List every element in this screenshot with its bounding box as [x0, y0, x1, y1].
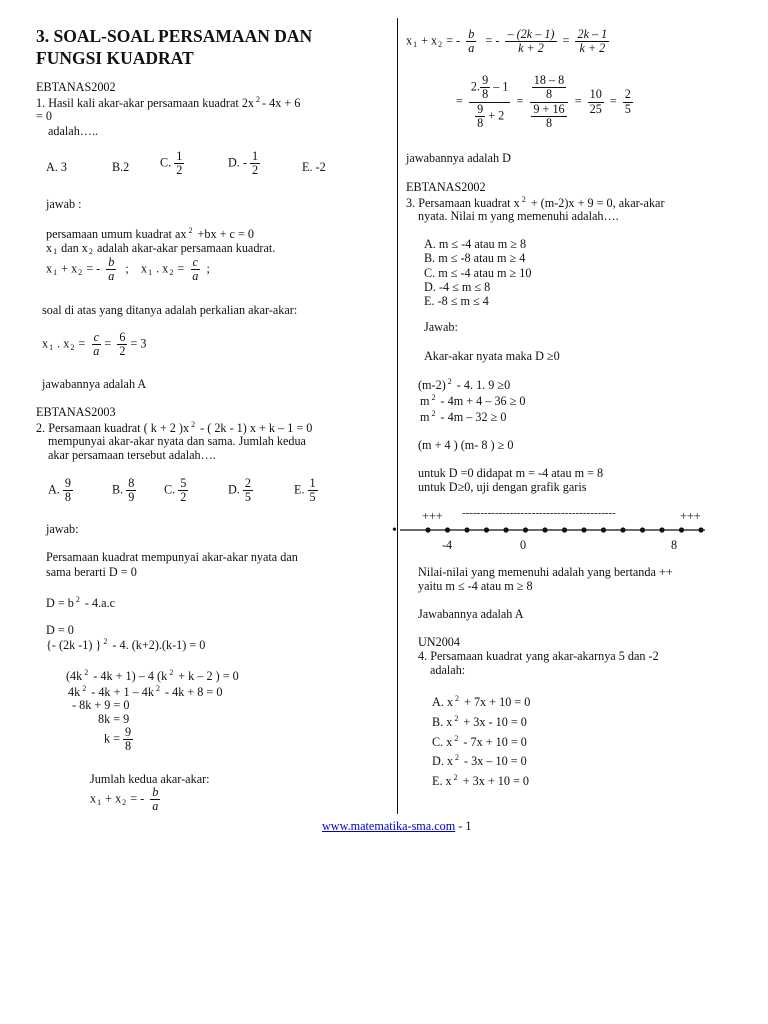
- q3-text-b: + (m-2)x + 9 = 0, akar-akar: [527, 196, 665, 210]
- number-line-dot: [562, 527, 567, 532]
- question-2-line-2: mempunyai akar-akar nyata dan sama. Jumlah kedua: [48, 434, 306, 448]
- var-x: x: [162, 261, 169, 276]
- fraction-denominator: 9: [128, 490, 135, 505]
- subscript: 2: [70, 342, 75, 352]
- page-title: [36, 26, 312, 70]
- question-3-line-2: nyata. Nilai m yang memenuhi adalah….: [418, 209, 619, 223]
- fraction-numerator: 2k – 1: [577, 27, 608, 41]
- number-line-dot: [445, 527, 450, 532]
- explanation-line-1: Persamaan kuadrat mempunyai akar-akar nyata dan: [46, 550, 298, 564]
- dashed-region: ------------------------------------------: [462, 507, 616, 519]
- fraction-numerator: 10: [589, 87, 602, 102]
- opt-suffix: + 3x - 10 = 0: [460, 714, 527, 729]
- exponent: 2: [521, 195, 526, 204]
- expansion-line-1: [66, 668, 239, 683]
- equals: =: [562, 33, 570, 48]
- fraction-numerator: b: [468, 27, 475, 41]
- opt-suffix: + 7x + 10 = 0: [461, 695, 531, 709]
- var-x: x: [46, 261, 53, 276]
- expansion-line-2: [68, 684, 222, 699]
- q2-option-d-label: D.: [228, 482, 240, 497]
- plus-sign-left: +++: [422, 509, 443, 523]
- equals: =: [456, 94, 463, 109]
- subscript: 1: [53, 247, 58, 256]
- var-x: x: [42, 336, 49, 351]
- opt-prefix: E. x: [432, 774, 452, 789]
- subscript: 1: [53, 267, 58, 277]
- w2-b: - 4m + 4 – 36 ≥ 0: [437, 394, 526, 408]
- subscript: 2: [78, 267, 83, 277]
- tick-label-0: 0: [520, 538, 527, 552]
- sum-roots-label: Jumlah kedua akar-akar:: [90, 772, 210, 786]
- opt-suffix: - 7x + 10 = 0: [460, 734, 527, 749]
- q2-option-c: [164, 477, 191, 505]
- disc-b: - 4.a.c: [81, 596, 116, 610]
- question-1-line-3: adalah…..: [48, 124, 99, 138]
- plus-x: + x: [418, 33, 438, 48]
- q1-option-b: B.2: [112, 160, 130, 174]
- number-line-dot: [620, 527, 625, 532]
- q1-option-d: [228, 150, 263, 178]
- disc-sub-b: - 4. (k+2).(k-1) = 0: [109, 638, 206, 652]
- opt-prefix: B. x: [432, 714, 453, 729]
- title-line-1: 3. SOAL-SOAL PERSAMAAN DAN: [36, 26, 313, 46]
- sum-roots-continued: [406, 28, 612, 56]
- number-line-dot: [425, 527, 430, 532]
- q4-option-b: [432, 711, 530, 731]
- fraction-numerator: 9 + 16: [533, 101, 565, 116]
- fraction-denominator: 8: [545, 87, 553, 102]
- general-form-line: [46, 226, 254, 241]
- question-4-line-2: adalah:: [430, 663, 466, 677]
- q4-options: [432, 691, 530, 790]
- footer: [322, 819, 471, 833]
- roots-definition-line: [46, 241, 275, 256]
- compound-fraction-line: [456, 74, 636, 131]
- equals-minus: = -: [86, 261, 101, 276]
- exponent: 2: [169, 668, 174, 677]
- margin-dot: •: [392, 523, 397, 538]
- expansion-line-3: - 8k + 9 = 0: [72, 698, 130, 712]
- exponent: 2: [103, 637, 108, 646]
- number-line-dot: [581, 527, 586, 532]
- fraction-numerator: 9: [482, 73, 489, 87]
- text-dan: dan x: [58, 241, 88, 255]
- question-2-line-1: [36, 420, 312, 435]
- subscript: 2: [88, 247, 93, 256]
- q2-option-e: [294, 477, 321, 505]
- compound-denominator-2: [529, 103, 568, 131]
- q4-option-d: [432, 750, 530, 770]
- q2-option-b: [112, 477, 139, 505]
- q3-option-c: C. m ≤ -4 atau m ≥ 10: [424, 265, 532, 280]
- q1-option-d-label: D. -: [228, 155, 247, 170]
- exp2-a: 4k: [68, 685, 81, 699]
- fraction-denominator: a: [108, 269, 115, 284]
- fraction-numerator: 2: [624, 87, 631, 102]
- subscript: 2: [438, 39, 443, 49]
- equals: =: [104, 336, 112, 351]
- subscript: 1: [148, 267, 153, 277]
- number-line-dot: [601, 527, 606, 532]
- fraction-denominator: 2: [119, 344, 126, 359]
- jawab-label-3: Jawab:: [424, 320, 458, 334]
- exponent: 2: [447, 377, 452, 386]
- q2-option-c-label: C.: [164, 482, 176, 497]
- fraction-numerator: 1: [309, 476, 316, 490]
- fraction-denominator: 25: [589, 101, 602, 116]
- exponent: 2: [453, 773, 458, 783]
- fraction-denominator: k + 2: [518, 41, 544, 56]
- fraction-numerator: b: [152, 785, 159, 799]
- var-x: x: [141, 261, 148, 276]
- exponent: 2: [256, 95, 261, 104]
- fraction-numerator: 1: [251, 149, 259, 163]
- exponent: 2: [191, 420, 196, 429]
- q2-text-b: - ( 2k - 1) x + k – 1 = 0: [197, 421, 313, 435]
- number-line-dot: [698, 527, 703, 532]
- w2-a: m: [420, 394, 430, 408]
- q3-option-d: D. -4 ≤ m ≤ 8: [424, 279, 491, 294]
- fraction-numerator: c: [192, 255, 199, 269]
- source-label-1: EBTANAS2002: [36, 80, 116, 94]
- subscript: 2: [169, 267, 174, 277]
- explanation-line-2: sama berarti D = 0: [46, 565, 137, 579]
- exponent: 2: [431, 393, 436, 402]
- source-label-3: EBTANAS2002: [406, 180, 486, 194]
- fraction-numerator: 2: [244, 476, 251, 490]
- fraction-numerator: b: [108, 255, 115, 269]
- answer-2: jawabannya adalah D: [406, 151, 511, 165]
- fraction-numerator: 9: [125, 725, 132, 739]
- plus-sign-right: +++: [680, 509, 701, 523]
- fraction-denominator: k + 2: [579, 41, 606, 56]
- work-line-3: [420, 409, 506, 424]
- fraction-numerator: 8: [128, 476, 135, 490]
- tick-label-minus4: -4: [442, 538, 453, 552]
- number-line-dot: [523, 527, 528, 532]
- w3-a: m: [420, 410, 430, 424]
- equals: =: [78, 336, 86, 351]
- text-akar: adalah akar-akar persamaan kuadrat.: [93, 241, 276, 255]
- fraction-numerator: 6: [119, 330, 126, 344]
- fraction-numerator: 5: [180, 476, 187, 490]
- opt-prefix: A. x: [432, 695, 453, 709]
- equals: =: [516, 94, 524, 109]
- question-1-line-2: = 0: [36, 109, 53, 123]
- compound-numerator-2: [530, 74, 568, 103]
- var-x: x: [90, 791, 97, 806]
- vieta-formulas-line: $x_1 + x_2$ = - $\frac{b}{a}$ ; $x_1$ . $x_2$ = $\frac{c}{a}$ ;: [46, 255, 210, 284]
- question-4-line-1: 4. Persamaan kuadrat yang akar-akarnya 5 dan -2: [418, 649, 659, 663]
- number-line-dot: [659, 527, 664, 532]
- q2-option-b-label: B.: [112, 482, 124, 497]
- var-x: x: [115, 791, 122, 806]
- num-prefix: 2.: [470, 79, 481, 94]
- equals-minus: = -: [443, 33, 461, 48]
- w1-a: (m-2): [418, 378, 446, 392]
- tick-label-8: 8: [671, 538, 678, 552]
- fraction-numerator: – (2k – 1): [507, 27, 555, 41]
- exp1-a: (4k: [66, 669, 83, 683]
- q4-option-c: [432, 731, 530, 751]
- discriminant-substituted: [46, 637, 205, 652]
- fraction-denominator: a: [93, 344, 100, 359]
- equals-minus: = -: [485, 33, 500, 48]
- result: = 3: [130, 336, 147, 351]
- solution-text-1: Nilai-nilai yang memenuhi adalah yang bertanda ++: [418, 565, 673, 579]
- q1-text-b: - 4x + 6: [262, 96, 301, 110]
- opt-prefix: C. x: [432, 734, 453, 749]
- exp2-b: - 4k + 1 – 4k: [88, 685, 154, 699]
- jawab-label-1: jawab :: [46, 197, 82, 211]
- exponent: 2: [84, 668, 89, 677]
- number-line-dots: [425, 527, 703, 532]
- q1-option-e: E. -2: [302, 160, 326, 174]
- exp1-b: - 4k + 1) – 4 (k: [90, 669, 168, 683]
- q3-option-a: A. m ≤ -4 atau m ≥ 8: [424, 237, 527, 251]
- fraction-numerator: 18 – 8: [533, 73, 565, 87]
- fraction-denominator: a: [152, 799, 159, 814]
- den-suffix: + 2: [485, 108, 505, 123]
- exponent: 2: [188, 226, 193, 235]
- q1-option-c-label: C.: [160, 155, 172, 170]
- q1-option-a: A. 3: [46, 160, 67, 174]
- work-line-6: untuk D≥0, uji dengan grafik garis: [418, 480, 587, 494]
- exponent: 2: [75, 595, 80, 604]
- fraction-denominator: 5: [309, 490, 316, 505]
- opt-suffix: + 3x + 10 = 0: [459, 774, 530, 789]
- q4-option-a: [432, 691, 530, 711]
- general-form-b: +bx + c = 0: [194, 227, 254, 241]
- exp2-c: - 4k + 8 = 0: [161, 685, 223, 699]
- discriminant-formula: [46, 595, 115, 610]
- source-label-4: UN2004: [418, 635, 460, 649]
- q1-option-c: [160, 150, 187, 178]
- fraction-denominator: a: [468, 41, 475, 56]
- q1-text-a: 1. Hasil kali akar-akar persamaan kuadrat 2x: [36, 96, 255, 110]
- fraction-denominator: 8: [545, 116, 553, 131]
- var-x: x: [406, 33, 413, 48]
- fraction-denominator: 8: [64, 490, 71, 505]
- q3-text-a: 3. Persamaan kuadrat x: [406, 196, 520, 210]
- number-line-dot: [542, 527, 547, 532]
- number-line-dot: [503, 527, 508, 532]
- q2-text-a: 2. Persamaan kuadrat ( k + 2 )x: [36, 421, 190, 435]
- q2-option-a-label: A.: [48, 482, 60, 497]
- fraction-denominator: 2: [180, 490, 187, 505]
- exponent: 2: [454, 713, 459, 723]
- general-form-a: persamaan umum kuadrat ax: [46, 227, 187, 241]
- question-2-line-3: akar persamaan tersebut adalah….: [48, 448, 216, 462]
- disc-sub-a: {- (2k -1) }: [46, 638, 102, 652]
- fraction-denominator: a: [192, 269, 199, 284]
- equals: =: [609, 94, 617, 109]
- exponent: 2: [155, 684, 160, 693]
- number-line-dot: [464, 527, 469, 532]
- title-line-2: FUNGSI KUADRAT: [36, 47, 194, 68]
- website-link[interactable]: www.matematika-sma.com: [322, 819, 456, 833]
- q3-option-b: B. m ≤ -8 atau m ≥ 4: [424, 251, 526, 266]
- var-x: x: [63, 336, 70, 351]
- fraction-denominator: 2: [176, 163, 183, 178]
- q3-option-e: E. -8 ≤ m ≤ 4: [424, 294, 489, 309]
- work-line-1: [418, 377, 510, 392]
- work-line-4: (m + 4 ) (m- 8 ) ≥ 0: [418, 438, 514, 452]
- fraction-denominator: 8: [482, 87, 489, 102]
- real-roots-condition: Akar-akar nyata maka D ≥0: [424, 349, 560, 363]
- exponent: 2: [454, 733, 459, 743]
- w1-b: - 4. 1. 9 ≥0: [453, 378, 511, 392]
- equals: =: [177, 261, 185, 276]
- exponent: 2: [455, 694, 459, 703]
- work-line-5: untuk D =0 didapat m = -4 atau m = 8: [418, 466, 604, 480]
- w3-b: - 4m – 32 ≥ 0: [437, 410, 507, 424]
- column-divider: [397, 18, 398, 814]
- opt-prefix: D. x: [432, 754, 453, 769]
- jawab-label-2: jawab:: [46, 522, 79, 536]
- q2-option-d: [228, 477, 256, 505]
- exponent: 2: [455, 753, 459, 763]
- d-zero: D = 0: [46, 623, 74, 637]
- number-line-dot: [640, 527, 645, 532]
- exponent: 2: [431, 409, 436, 418]
- fraction-denominator: 8: [477, 116, 484, 131]
- subscript: 2: [122, 797, 127, 807]
- expansion-line-4: 8k = 9: [98, 712, 130, 726]
- k-equals: k =: [104, 731, 121, 746]
- var-x: x: [71, 261, 78, 276]
- page-number: - 1: [455, 819, 472, 833]
- equals-minus: = -: [130, 791, 145, 806]
- q2-option-a: [48, 477, 76, 505]
- exp1-c: + k – 2 ) = 0: [175, 669, 239, 683]
- fraction-denominator: 5: [624, 101, 631, 116]
- fraction-numerator: 9: [477, 101, 484, 116]
- var-x: x: [46, 241, 53, 255]
- k-result: [104, 726, 136, 754]
- disc-a: D = b: [46, 596, 74, 610]
- q4-option-e: [432, 770, 530, 790]
- num-suffix: – 1: [490, 79, 509, 94]
- answer-3: Jawabannya adalah A: [418, 607, 524, 621]
- opt-suffix: - 3x – 10 = 0: [461, 754, 527, 769]
- q3-options: [424, 237, 531, 308]
- source-label-2: EBTANAS2003: [36, 405, 116, 419]
- fraction-numerator: 9: [64, 476, 71, 490]
- compound-numerator: [469, 74, 511, 103]
- product-calc-line: $x_1$ . $x_2$ = $\frac{c}{a}$ = $\frac{6}{2}$ = 3: [42, 330, 147, 359]
- equals: =: [574, 94, 582, 109]
- soal-text: soal di atas yang ditanya adalah perkalian akar-akar:: [42, 303, 298, 317]
- fraction-numerator: 1: [176, 149, 183, 163]
- fraction-denominator: 5: [244, 490, 251, 505]
- work-line-2: [420, 393, 526, 408]
- question-3-line-1: [406, 195, 665, 210]
- solution-text-2: yaitu m ≤ -4 atau m ≥ 8: [418, 579, 533, 593]
- compound-denominator: [473, 103, 506, 131]
- subscript: 1: [413, 39, 418, 49]
- fraction-denominator: 8: [125, 739, 132, 754]
- answer-1: jawabannya adalah A: [42, 377, 147, 391]
- sum-roots-formula: $x_1 + x_2$ = - $\frac{b}{a}$: [90, 785, 159, 814]
- subscript: 1: [49, 342, 54, 352]
- fraction-denominator: 2: [251, 163, 259, 178]
- question-1-line-1: [36, 95, 300, 110]
- fraction-numerator: c: [93, 330, 100, 344]
- exponent: 2: [82, 684, 87, 693]
- q2-option-e-label: E.: [294, 482, 305, 497]
- number-line-dot: [679, 527, 684, 532]
- number-line-dot: [484, 527, 489, 532]
- semicolon: ;: [125, 261, 129, 276]
- subscript: 1: [97, 797, 102, 807]
- semicolon: ;: [206, 261, 210, 276]
